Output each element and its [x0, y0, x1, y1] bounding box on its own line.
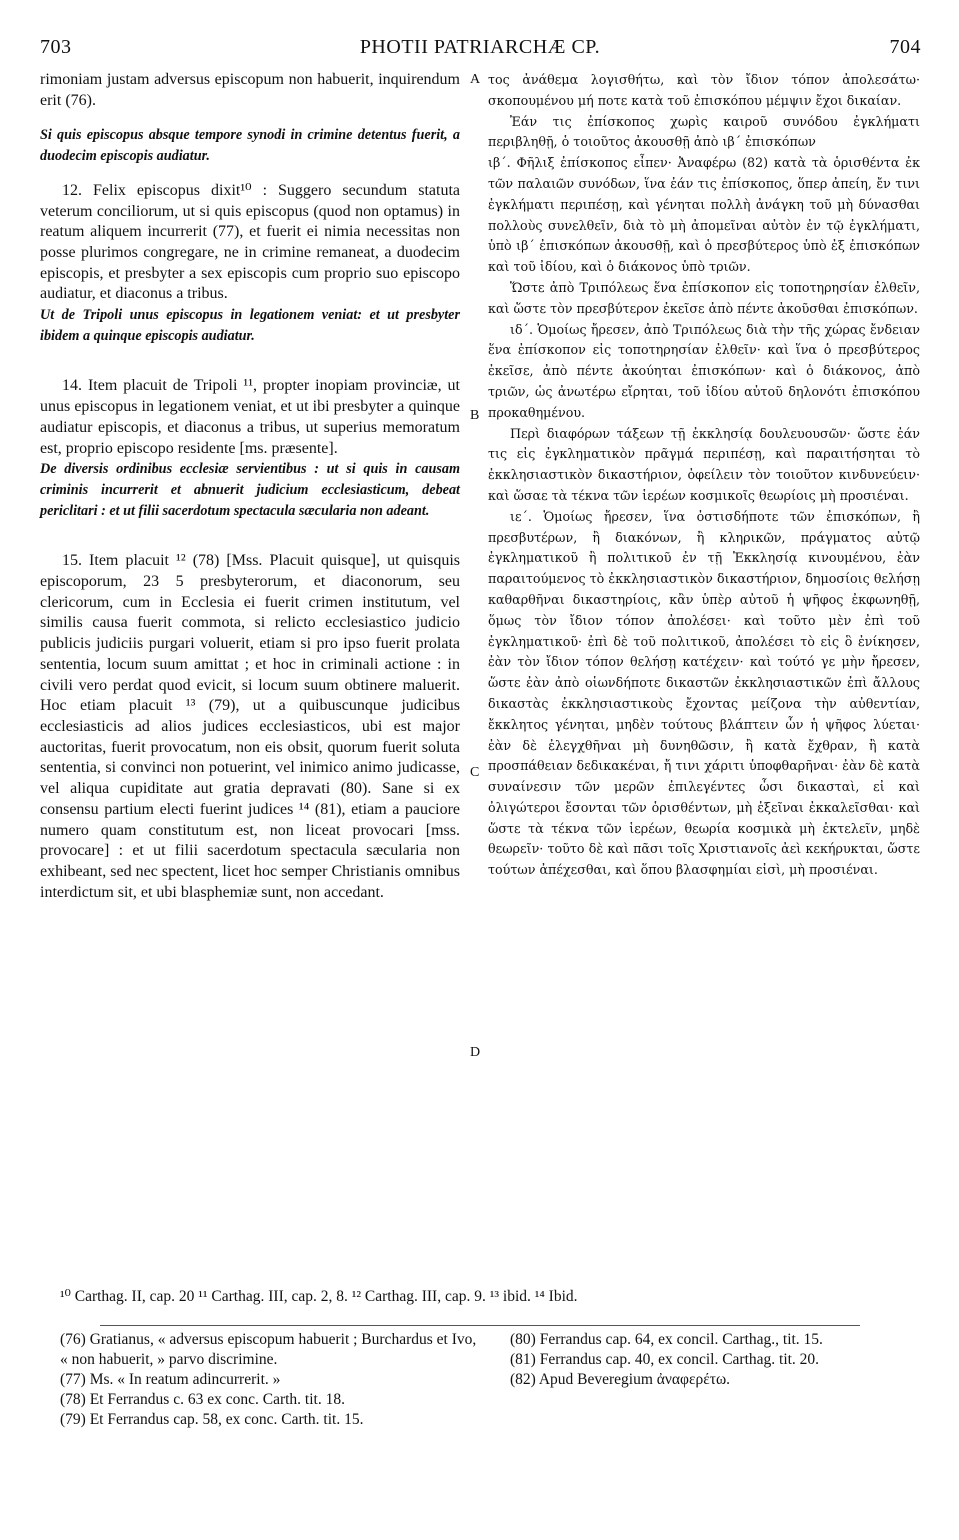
latin-paragraph: 15. Item placuit ¹² (78) [Mss. Placuit quisque], ut quisquis episcoporum, 23 5 presbyterorum, et diaconorum, seu clericorum, cum in Ecclesia ei fuerit crimen institutum, vel similis causa fuerit commota, si relicto ecclesiastico judicio publicis judiciis purgari voluerit, etiam si pro ipso fuerit prolata sententia, locum suum amittat ; et hoc in criminali actione : in civili vero perdat quod evicit, si locum suum obtinere maluerit. Hoc etiam placuit ¹³ (79), ut a quibuscunque judicibus ecclesiasticis ad alios judices ecclesiasticos, ubi est major auctoritas, fuerit provocatum, non eis obsit, quorum fuerit soluta sententia, si convinci non potuerint, vel inimico animo judicasse, vel aliqua cupiditate aut gratia depravati (80). Sane si ex consensu partium electi fuerint judices ¹⁴ (81), etiam a pauciore numero quam constitutum est, non liceat provocari [mss. provocare] : et ut filii sacerdotum spectacula sæcularia non exhibeant, sed nec spectent, licet hoc semper Christianis omnibus interdictum sit, et ubi blasphemiæ sunt, non accedant.	[40, 552, 460, 901]
margin-marker-a: A	[470, 72, 481, 87]
margin-marker-b: B	[470, 408, 480, 423]
latin-column	[40, 70, 460, 903]
greek-paragraph: ιε΄. Ὁμοίως ἤρεσεν, ἵνα ὀστισδήποτε τῶν ἐπισκόπων, ἢ πρεσβυτέρων, ἢ διακόνων, ἢ κληρικῶν, πράγματος αὐτῷ ἐγκληματικοῦ ἢ πολιτικοῦ ἐν τῇ Ἐκκλησίᾳ κινουμένου, ἐὰν παραιτούμενος τὸ ἐκκλησιαστικὸν δικαστήριον, δημοσίοις θελήσῃ καθαρθῆναι δικαστηρίοις, κἂν ὑπὲρ αὐτοῦ ἡ ψῆφος ἐκφωνηθῇ, ὅμως τὸν ἴδιον τόπον ἀπολέσει· καὶ τοῦτο μὲν ἐπὶ τοῦ ἐγκληματικοῦ· ἐπὶ δὲ τοῦ πολιτικοῦ, ἀπολέσει τὸ εἰς ὃ ἐνίκησεν, ἐὰν τὸν ἴδιον τόπον θελήσῃ κατέχειν· καὶ τούτό γε μὴν ἤρεσεν, ὥστε ἐὰν ἀπὸ οἱωνδήποτε δικαστῶν ἐκκλησιαστικῶν ἐπὶ ἄλλους δικαστὰς ἐκκλησιαστικοὺς ἔχοντας μείζονα τὴν αὐθεντίαν, ἔκκλητος γένηται, μηδὲν τούτους βλάπτειν ὧν ἡ ψῆφος λύεται· ἐὰν δὲ ἐλεγχθῆναι μὴ δυνηθῶσιν, ἢ κατὰ ἔχθραν, ἢ κατὰ προσπάθειαν δεδικακέναι, ἤ τινι χάριτι ὑποφθαρῆναι· ἐὰν δὲ κατὰ συναίνεσιν τῶν μερῶν ἐπιλεγέντες ὦσι δικασταὶ, εἰ καὶ ὀλιγώτεροι ἔσονται τῶν ὁρισθέντων, μὴ ἐξεῖναι ἐκκαλεῖσθαι· καὶ ὥστε τὰ τέκνα τῶν ἱερέων, θεωρία κοσμικὰ μὴ ἐκτελεῖν, μηδὲ θεωρεῖν· τοῦτο δὲ καὶ πᾶσι τοῖς Χριστιανοῖς ἀεὶ κεκήρυκται, ὥστε τούτων ἀπέχεσθαι, καὶ ὅπου βλασφημίαι εἰσὶ, μὴ προσιέναι.	[488, 508, 920, 878]
notes-left	[60, 1330, 480, 1430]
footnote-divider	[100, 1325, 860, 1326]
greek-paragraph: ιβ΄. Φῆλιξ ἐπίσκοπος εἶπεν· Ἀναφέρω (82) κατὰ τὰ ὁρισθέντα ἐκ τῶν παλαιῶν συνόδων, ἵνα ἐάν τις ἐπίσκοπος, ὅπερ ἀπείη, ἔν τινι ἐγκλήματι περιπέσῃ, καὶ γένηται πολλὴ ἀνάγκη τοῦ μὴ δύνασθαι πολλοὺς συνελθεῖν, διὰ τὸ μὴ ἀπομεῖναι αὐτὸν ἐν τῷ ἐγκλήματι, ὑπὸ ιβ΄ ἐπισκόπων ἀκουσθῇ, καὶ ὁ πρεσβύτερος ὑπὸ ἐξ ἐπισκόπων καὶ τοῦ ἰδίου, καὶ ὁ διάκονος ὑπὸ τριῶν.	[488, 155, 920, 275]
margin-marker-c: C	[470, 765, 480, 780]
latin-rubric: Ut de Tripoli unus episcopus in legationem veniat: et ut presbyter ibidem a quinque episcopis audiatur.	[40, 307, 460, 344]
latin-paragraph: 14. Item placuit de Tripoli ¹¹, propter inopiam provinciæ, ut unus episcopus in legationem veniat, et ut ibi presbyter a quinque audiatur episcopis, et diaconus a tribus, ut superius memoratum est, proprio episcopo residente [ms. præsente].	[40, 377, 460, 457]
greek-rubric: Περὶ διαφόρων τάξεων τῇ ἐκκλησίᾳ δουλευουσῶν· ὥστε ἐάν τις εἰς ἐγκληματικὸν πρᾶγμά περιπέσῃ, καὶ παραιτήσηται τὸ ἐκκλησιαστικὸν δικαστήριον, ὀφείλειν τὸν τοιοῦτον κινδυνεύειν· καὶ ὥσαε τὰ τέκνα τῶν ἱερέων κοσμικοῖς θεωρίοις μὴ προσιέναι.	[488, 425, 920, 503]
latin-paragraph: rimoniam justam adversus episcopum non habuerit, inquirendum erit (76).	[40, 71, 460, 109]
running-header	[0, 36, 959, 62]
greek-rubric: Ὥστε ἀπὸ Τριπόλεως ἕνα ἐπίσκοπον εἰς τοποτηρησίαν ἐλθεῖν, καὶ ὥστε τὸν πρεσβύτερον ἐκεῖσε ἀπὸ πέντε ἀκοῦσθαι ἐπισκόπων.	[488, 279, 920, 316]
latin-rubric: De diversis ordinibus ecclesiæ servientibus : ut si quis in causam criminis incurrerit et abnuerit judicium ecclesiasticum, debeat periclitari : et ut filii sacerdotum spectacula sæcularia non adeant.	[40, 461, 460, 519]
source-footnotes: ¹⁰ Carthag. II, cap. 20 ¹¹ Carthag. III, cap. 2, 8. ¹² Carthag. III, cap. 9. ¹³ ibid. ¹⁴ Ibid.	[60, 1288, 578, 1305]
note-item: (76) Gratianus, « adversus episcopum habuerit ; Burchardus et Ivo, « non habuerit, » parvo discrimine.	[60, 1331, 477, 1368]
note-item: (77) Ms. « In reatum adincurrerit. »	[60, 1371, 281, 1388]
page-number-right: 704	[889, 36, 921, 58]
margin-marker-d: D	[470, 1045, 481, 1060]
note-item: (80) Ferrandus cap. 64, ex concil. Carthag., tit. 15.	[510, 1331, 823, 1348]
note-item: (79) Et Ferrandus cap. 58, ex conc. Carth. tit. 15.	[60, 1411, 364, 1428]
latin-paragraph: 12. Felix episcopus dixit¹⁰ : Suggero secundum statuta veterum conciliorum, ut si quis episcopus (quod non optamus) in reatum aliquem incurrerit (77), et fuerit ei nimia necessitas non posse plurimos congregare, ne in crimine remaneat, a duodecim episcopis, et presbyter a sex episcopis cum proprio suo episcopo audiatur, et diaconus a tribus.	[40, 181, 460, 303]
greek-column	[488, 70, 920, 881]
latin-rubric: Si quis episcopus absque tempore synodi in crimine detentus fuerit, a duodecim episcopis audiatur.	[40, 127, 460, 165]
note-item: (82) Apud Beveregium ἀναφερέτω.	[510, 1371, 731, 1388]
running-title: PHOTII PATRIARCHÆ CP.	[359, 36, 601, 58]
page-number-left: 703	[40, 36, 72, 58]
greek-paragraph: ιδ΄. Ὁμοίως ἤρεσεν, ἀπὸ Τριπόλεως διὰ τὴν τῆς χώρας ἔνδειαν ἕνα ἐπίσκοπον εἰς τοποτηρησίαν ἐλθεῖν· καὶ ἵνα ὁ πρεσβύτερος ἐκεῖσε, ἀπὸ πέντε ἀκούηται ἐπισκόπων· καὶ ὁ διάκονος, ἀπὸ τριῶν, ὡς ἀνωτέρω εἴρηται, τοῦ ἰδίου αὐτοῦ δηλονότι ἐπισκόπου προκαθημένου.	[488, 321, 920, 420]
notes-right	[510, 1330, 930, 1390]
greek-paragraph: τος ἀνάθεμα λογισθήτω, καὶ τὸν ἴδιον τόπον ἀπολεσάτω· σκοπουμένου μή ποτε κατὰ τοῦ ἐπισκόπου μέμψιν ἔχοι δικαίαν.	[488, 72, 920, 108]
note-item: (78) Et Ferrandus c. 63 ex conc. Carth. tit. 18.	[60, 1391, 345, 1408]
greek-rubric: Ἐάν τις ἐπίσκοπος χωρὶς καιροῦ συνόδου ἐγκλήματι περιβληθῇ, ὁ τοιοῦτος ἀκουσθῇ ἀπὸ ιβ΄ ἐπισκόπων	[488, 113, 920, 150]
note-item: (81) Ferrandus cap. 40, ex concil. Carthag. tit. 20.	[510, 1351, 820, 1368]
